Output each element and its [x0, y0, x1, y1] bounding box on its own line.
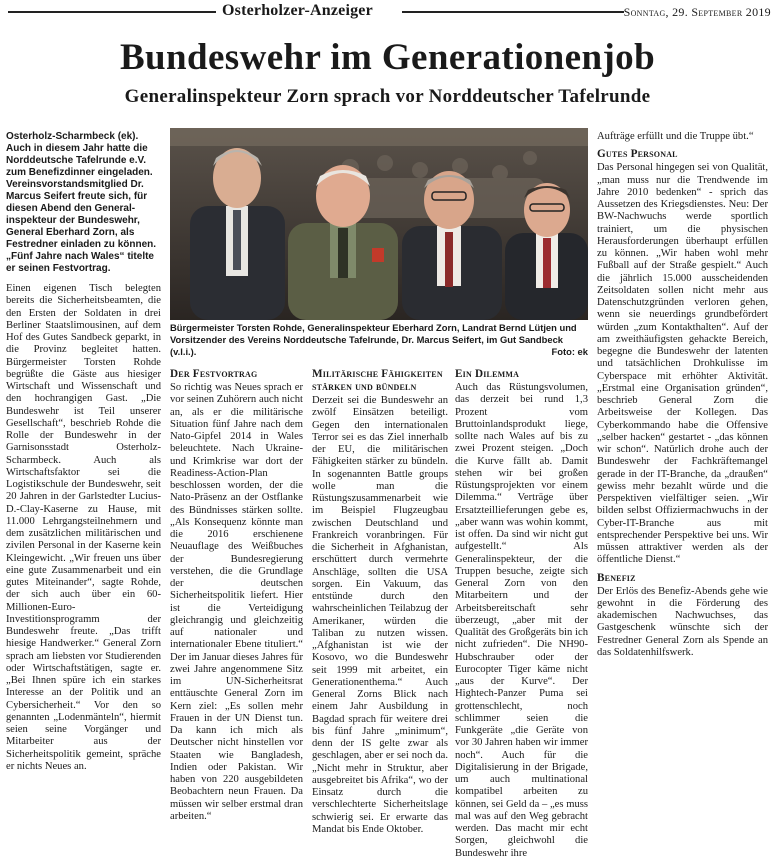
section-heading-faehigkeiten: Militärische Fähigkeiten stärken und bündeln: [312, 368, 443, 393]
masthead-rule-left: [8, 11, 216, 13]
masthead-rule-right: [402, 11, 624, 13]
column-1: [6, 131, 161, 773]
column-2-body: So richtig was Neues sprach er vor seinen Zuhörern auch nicht an, als er die militärische Situation fünf Jahre nach dem Nato-Gipfel 2014 in Wales beleuchtete. Nach Ukraine- und Krimkrise war dort der Readiness-Action-Plan beschlossen worden, der die Nato-Präsenz an der Ostflanke des Bündnisses stärken sollte. „Als Konsequenz könnte man die 2016 erschienene Neuauflage des Weißbuches der Bundesregierung verstehen, die die Grundlage der deutschen Sicherheitspolitik liefert. Hier ist die Verteidigung gleichrangig und gleichzeitig auf nationaler und internationaler Ebene tituliert.“ Der im Januar dieses Jahres für zwei Jahre angenommene Sitz im UN-Sicherheitsrat enttäuschte General Zorn im Kern ziel: „Es sollen mehr Frauen in der UN Dienst tun. Da kann ich mich als Deutscher nicht hinstellen vor Staaten wie Bangladesh, Indien oder Pakistan. Wir haben von 220 ausgebildeten Beobachtern neun Frauen. Da müssen wir selber erstmal dran arbeiten.“: [170, 382, 303, 822]
column-5-body-2: Der Erlös des Benefiz-Abends gehe wie gewohnt in die Förderung des akademischen Nachwuchses, das Gastgeschenk wünschte sich der Festredner General Zorn als Spende an das Soldatenhilfswerk.: [597, 585, 768, 658]
photo-caption-text: Bürgermeister Torsten Rohde, Generalinspekteur Eberhard Zorn, Landrat Bernd Lütjen und Vorsitzender des Vereins Norddeutsche Tafelrunde, Dr. Marcus Seifert, im Gut Sandbeck (v.l.i.).: [170, 322, 577, 357]
column-3-body: Derzeit sei die Bundeswehr an zwölf Einsätzen beteiligt. Gegen den internationalen Terror sei es das Ziel innerhalb der EU, die militärischen Fähigkeiten stärker zu bündeln. In sogenannten Battle groups wolle man die Rüstungszusammenarbeit wie im Beispiel Flugzeugbau zwischen Deutschland und Frankreich voranbringen. Für die Sicherheit in Afghanistan, erschüttert durch vermehrte Anschläge, sollten die USA sorgen. Ein Vakuum, das entstünde durch den wahrscheinlichen Teilabzug der Amerikaner, würden die Taliban zu nutzen wissen. „Afghanistan ist wie der Kosovo, wo die Bundeswehr seit 1999 mit arbeitet, ein Generationenthema.“ Auch General Zorns Blick nach einem Jahr Ausbildung in Bagdad sprach für weitere drei bis fünf Jahre „minimum“, denn der IS gelte zwar als geschlagen, aber er sei noch da. „Nicht mehr in Struktur, aber ausgebreitet bis Afrika“, wo der Einsatz durch die verschlechterte Sicherheitslage schwierig sei. Er erwarte das Mandat bis Ende Oktober.: [312, 395, 448, 835]
column-1-body: Einen eigenen Tisch belegten bereits die Sicherheitsbeamten, die den Ersten der Soldaten in drei Berliner Staatslimousinen, auf dem Hof des Gutes Sandbeck geparkt, in die Provinz begleitet hatten. Bürgermeister Torsten Rohde begrüßte die Gäste aus hiesiger Wirtschaft und Wissenschaft und den hochrangigen Gast. „Die Bundeswehr ist Teil unserer Gesellschaft“, beschrieb Rohde die Rolle der Bundeswehr in der Garnisonsstadt Osterholz-Scharmbeck. Auch als Wirtschaftsfaktor sei die Logistikschule der Bundeswehr, seit 20 Jahren in der Garlstedter Lucius-D.-Clay-Kaserne zu Hause, mit 11.000 Lehrgangsteilnehmern und dem zusätzlichen militärischen und zivilen Personal in der Kaserne kein Kleingewicht. „Wir freuen uns über eine gute Zusammenarbeit und ein gutes Miteinander“, sagte Rohde, der sich auch über ein 60-Millionen-Euro-Investitionsprogramm der Bundeswehr freute. „Das trifft hiesige Handwerker.“ General Zorn sprach am liebsten vor Studierenden oder Wirtschaftstätigen, sagte er. „Bei Ihnen spüre ich ein starkes Interesse an der Politik und an Cybersicherheit.“ Vor den so genannten „Lodenmänteln“, hiermit seien seine Vorgänger und Mitarbeiter aus der Sicherheitspolitik gemeint, spräche er nichts Neues an.: [6, 283, 161, 772]
photo-credit: Foto: ek: [551, 346, 588, 357]
masthead: [0, 0, 775, 22]
newspaper-name: Osterholzer-Anzeiger: [222, 2, 373, 19]
section-heading-personal: Gutes Personal: [597, 148, 678, 161]
article-headline: Bundeswehr im Generationenjob: [119, 37, 656, 78]
issue-date: Sonntag, 29. September 2019: [623, 5, 771, 19]
group-photo-icon: [170, 128, 588, 320]
group-photo: [170, 128, 588, 320]
section-heading-festvortrag: Der Festvortrag: [170, 368, 258, 380]
article-subheadline: Generalinspekteur Zorn sprach vor Norddeutscher Tafelrunde: [124, 86, 651, 107]
article-lead: Osterholz-Scharmbeck (ek). Auch in diesem Jahr hatte die Norddeutsche Tafelrunde e.V. zum Benefizdinner eingeladen. Vereinsvorstandsmitglied Dr. Marcus Seifert freute sich, für diesen Abend den General-inspekteur der Bundeswehr, General Eberhard Zorn, als Festredner einladen zu können. „Fünf Jahre nach Wales“ titelte er seinen Festvortrag.: [6, 131, 157, 274]
photo-caption: [170, 322, 588, 358]
column-4-body: Auch das Rüstungsvolumen, das derzeit bei rund 1,3 Prozent vom Bruttoinlandsprodukt liege, sollte nach Wales auf bis zu zwei Prozent steigen. „Doch die Kurve fällt ab. Damit stehen wir bei großen Rüstungsprojekten vor einem Dilemma.“ Verträge über Ersatzteillieferungen gebe es, „aber wann was wohin kommt, ist offen. Da sind wir nicht gut aufgestellt.“ Als Generalinspekteur, der die Truppen besuche, zeigte sich General Zorn von den Mitarbeitern und der Arbeitsbereitschaft sehr überzeugt, „aber mit der Qualität des Großgeräts bin ich nicht zufrieden“. Die NH90-Hubschrauber oder der Eurocopter Tiger käme nicht „aus der Kurve“. Der Hightech-Panzer Puma sei grottenschlecht, noch schlimmer seien die Funkgeräte „die Geräte von vor 30 Jahren haben wir immer noch“. Auch für die Digitalisierung in der Brigade, um auch multinational kompatibel arbeiten zu können, sei Geld da – „es muss mal was auf den Weg gebracht werden. Das macht mir echt Sorgen, gleichwohl die Bundeswehr ihre: [455, 382, 588, 859]
column-5-body-1: Das Personal hingegen sei von Qualität, „man muss nur die Trendwende im Jahre 2010 bedenken“ - sprich das Aussetzen des Kriegsdienstes. Neu: Der BW-Nachwuchs werde sportlich trainiert, um die physischen Herausforderungen überhaupt erfüllen zu können. „Wir haben wohl mehr Fußball auf der Straße gespielt.“ Auch die jährlich 15.000 ausscheidenden Zeitsoldaten sollen nicht mehr aus Datenschutzgründen verloren gehen, wenn sie neuerdings grundbefördert würden „zum Kontakthalten“. Auf der am zweithäufigsten gehackte Bereich, begegne die Bundeswehr der latenten und tatsächlichen Drohkulisse im Cyberspace mit erhöhter Aktivität. „Erstmal eine Organisation gründen“, beschrieb General Zorn die Arbeitsweise der Kollegen. Das Cyberkommando habe die Offensive „selber hacken“ gestartet - „das können wir schon“. Natürlich drohe auch der Bundeswehr der Fachkräftemangel gerade in der IT-Branche, da „draußen“ gewiss mehr bezahlt würde und die Perspektiven vielfältiger seien. „Wir bilden selbst Offiziermachwuchs in der Cyber-IT-Branche aus mit entsprechender Perspektive bei uns. Wir müssen attraktiver werden als der öffentliche Dienst.“: [597, 162, 768, 566]
section-heading-dilemma: Ein Dilemma: [455, 368, 520, 380]
column-5-intro: Aufträge erfüllt und die Truppe übt.“: [597, 131, 754, 142]
column-3: [312, 368, 448, 836]
column-2: [170, 368, 303, 823]
column-4: [455, 368, 588, 860]
column-5: [597, 131, 768, 659]
section-heading-benefiz: Benefiz: [597, 571, 636, 584]
